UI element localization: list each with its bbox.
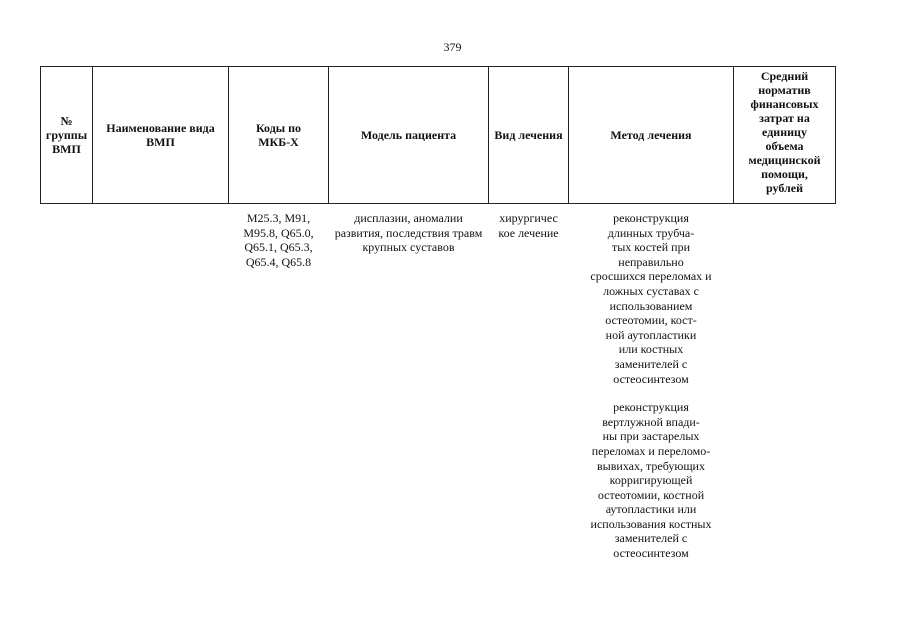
text-line: дисплазии, аномалии	[354, 211, 463, 225]
text-line: хирургичес	[499, 211, 558, 225]
cell-vmp-name	[93, 204, 229, 575]
text-line: Средний	[760, 69, 809, 83]
text-line: ВМП	[52, 142, 81, 156]
text-line: переломах и переломо-	[591, 443, 711, 458]
text-line: остеотомии, костной	[597, 487, 705, 502]
vmp-table	[40, 66, 836, 575]
text-line: сросшихся переломах и	[590, 269, 712, 284]
text-line: Метод лечения	[610, 128, 692, 142]
text-line: норматив	[758, 83, 811, 97]
text-line: длинных трубча-	[607, 225, 695, 240]
header-group-number	[41, 67, 93, 204]
text-line: вертлужной впади-	[602, 414, 700, 429]
header-patient-model	[329, 67, 489, 204]
text-line: M95.8, Q65.0,	[243, 225, 314, 240]
text-line: затрат на	[759, 111, 810, 125]
text-line: корригирующей	[609, 473, 693, 488]
cell-patient-model	[329, 204, 489, 575]
text-line: заменителей с	[614, 531, 688, 546]
header-treatment-type	[489, 67, 569, 204]
text-line: заменителей с	[614, 356, 688, 371]
method-block	[571, 400, 732, 561]
text-line: рублей	[765, 181, 804, 195]
text-line: ложных суставах с	[603, 283, 699, 298]
text-line: Коды по	[255, 121, 302, 135]
text-line: остеотомии, кост-	[605, 313, 697, 328]
text-line: остеосинтезом	[613, 371, 689, 386]
text-line: Модель пациента	[360, 128, 457, 142]
text-line: аутопластики или	[605, 502, 697, 517]
text-line: помощи,	[761, 167, 808, 181]
table-row	[41, 204, 836, 575]
header-treatment-method	[569, 67, 734, 204]
header-icd-codes	[229, 67, 329, 204]
cell-group-number	[41, 204, 93, 575]
text-line: неправильно	[618, 254, 684, 269]
cell-icd-codes	[229, 204, 329, 575]
method-block	[571, 211, 732, 386]
text-line: финансовых	[750, 97, 819, 111]
text-line: использованием	[609, 298, 693, 313]
cell-treatment-method	[569, 204, 734, 575]
text-line: M25.3, M91,	[246, 211, 311, 225]
text-line: Наименование вида	[106, 121, 215, 135]
text-line: ной аутопластики	[605, 327, 697, 342]
text-line: или костных	[618, 342, 684, 357]
text-line: группы	[45, 128, 88, 142]
text-line: остеосинтезом	[613, 546, 689, 561]
table-header-row	[41, 67, 836, 204]
header-vmp-name	[93, 67, 229, 204]
text-line: крупных суставов	[362, 240, 455, 255]
text-line: вывихах, требующих	[597, 458, 705, 473]
text-line: ВМП	[146, 135, 175, 149]
text-line: медицинской	[748, 153, 821, 167]
cell-treatment-type	[489, 204, 569, 575]
text-line: МКБ-Х	[258, 135, 299, 149]
cell-financial-norm	[734, 204, 836, 575]
text-line: использования костных	[590, 516, 712, 531]
text-line: объема	[765, 139, 804, 153]
page-number: 379	[443, 40, 462, 54]
text-line: Вид лечения	[494, 128, 563, 142]
text-line: реконструкция	[613, 400, 689, 415]
text-line: единицу	[762, 125, 807, 139]
text-line: кое лечение	[498, 225, 559, 240]
text-line: развития, последствия травм	[334, 225, 483, 240]
header-financial-norm	[734, 67, 836, 204]
text-line: Q65.4, Q65.8	[245, 254, 312, 269]
text-line: Q65.1, Q65.3,	[244, 240, 313, 255]
text-line: реконструкция	[613, 211, 689, 225]
text-line: №	[60, 114, 73, 128]
text-line: тых костей при	[612, 240, 690, 255]
text-line: ны при застарелых	[602, 429, 700, 444]
